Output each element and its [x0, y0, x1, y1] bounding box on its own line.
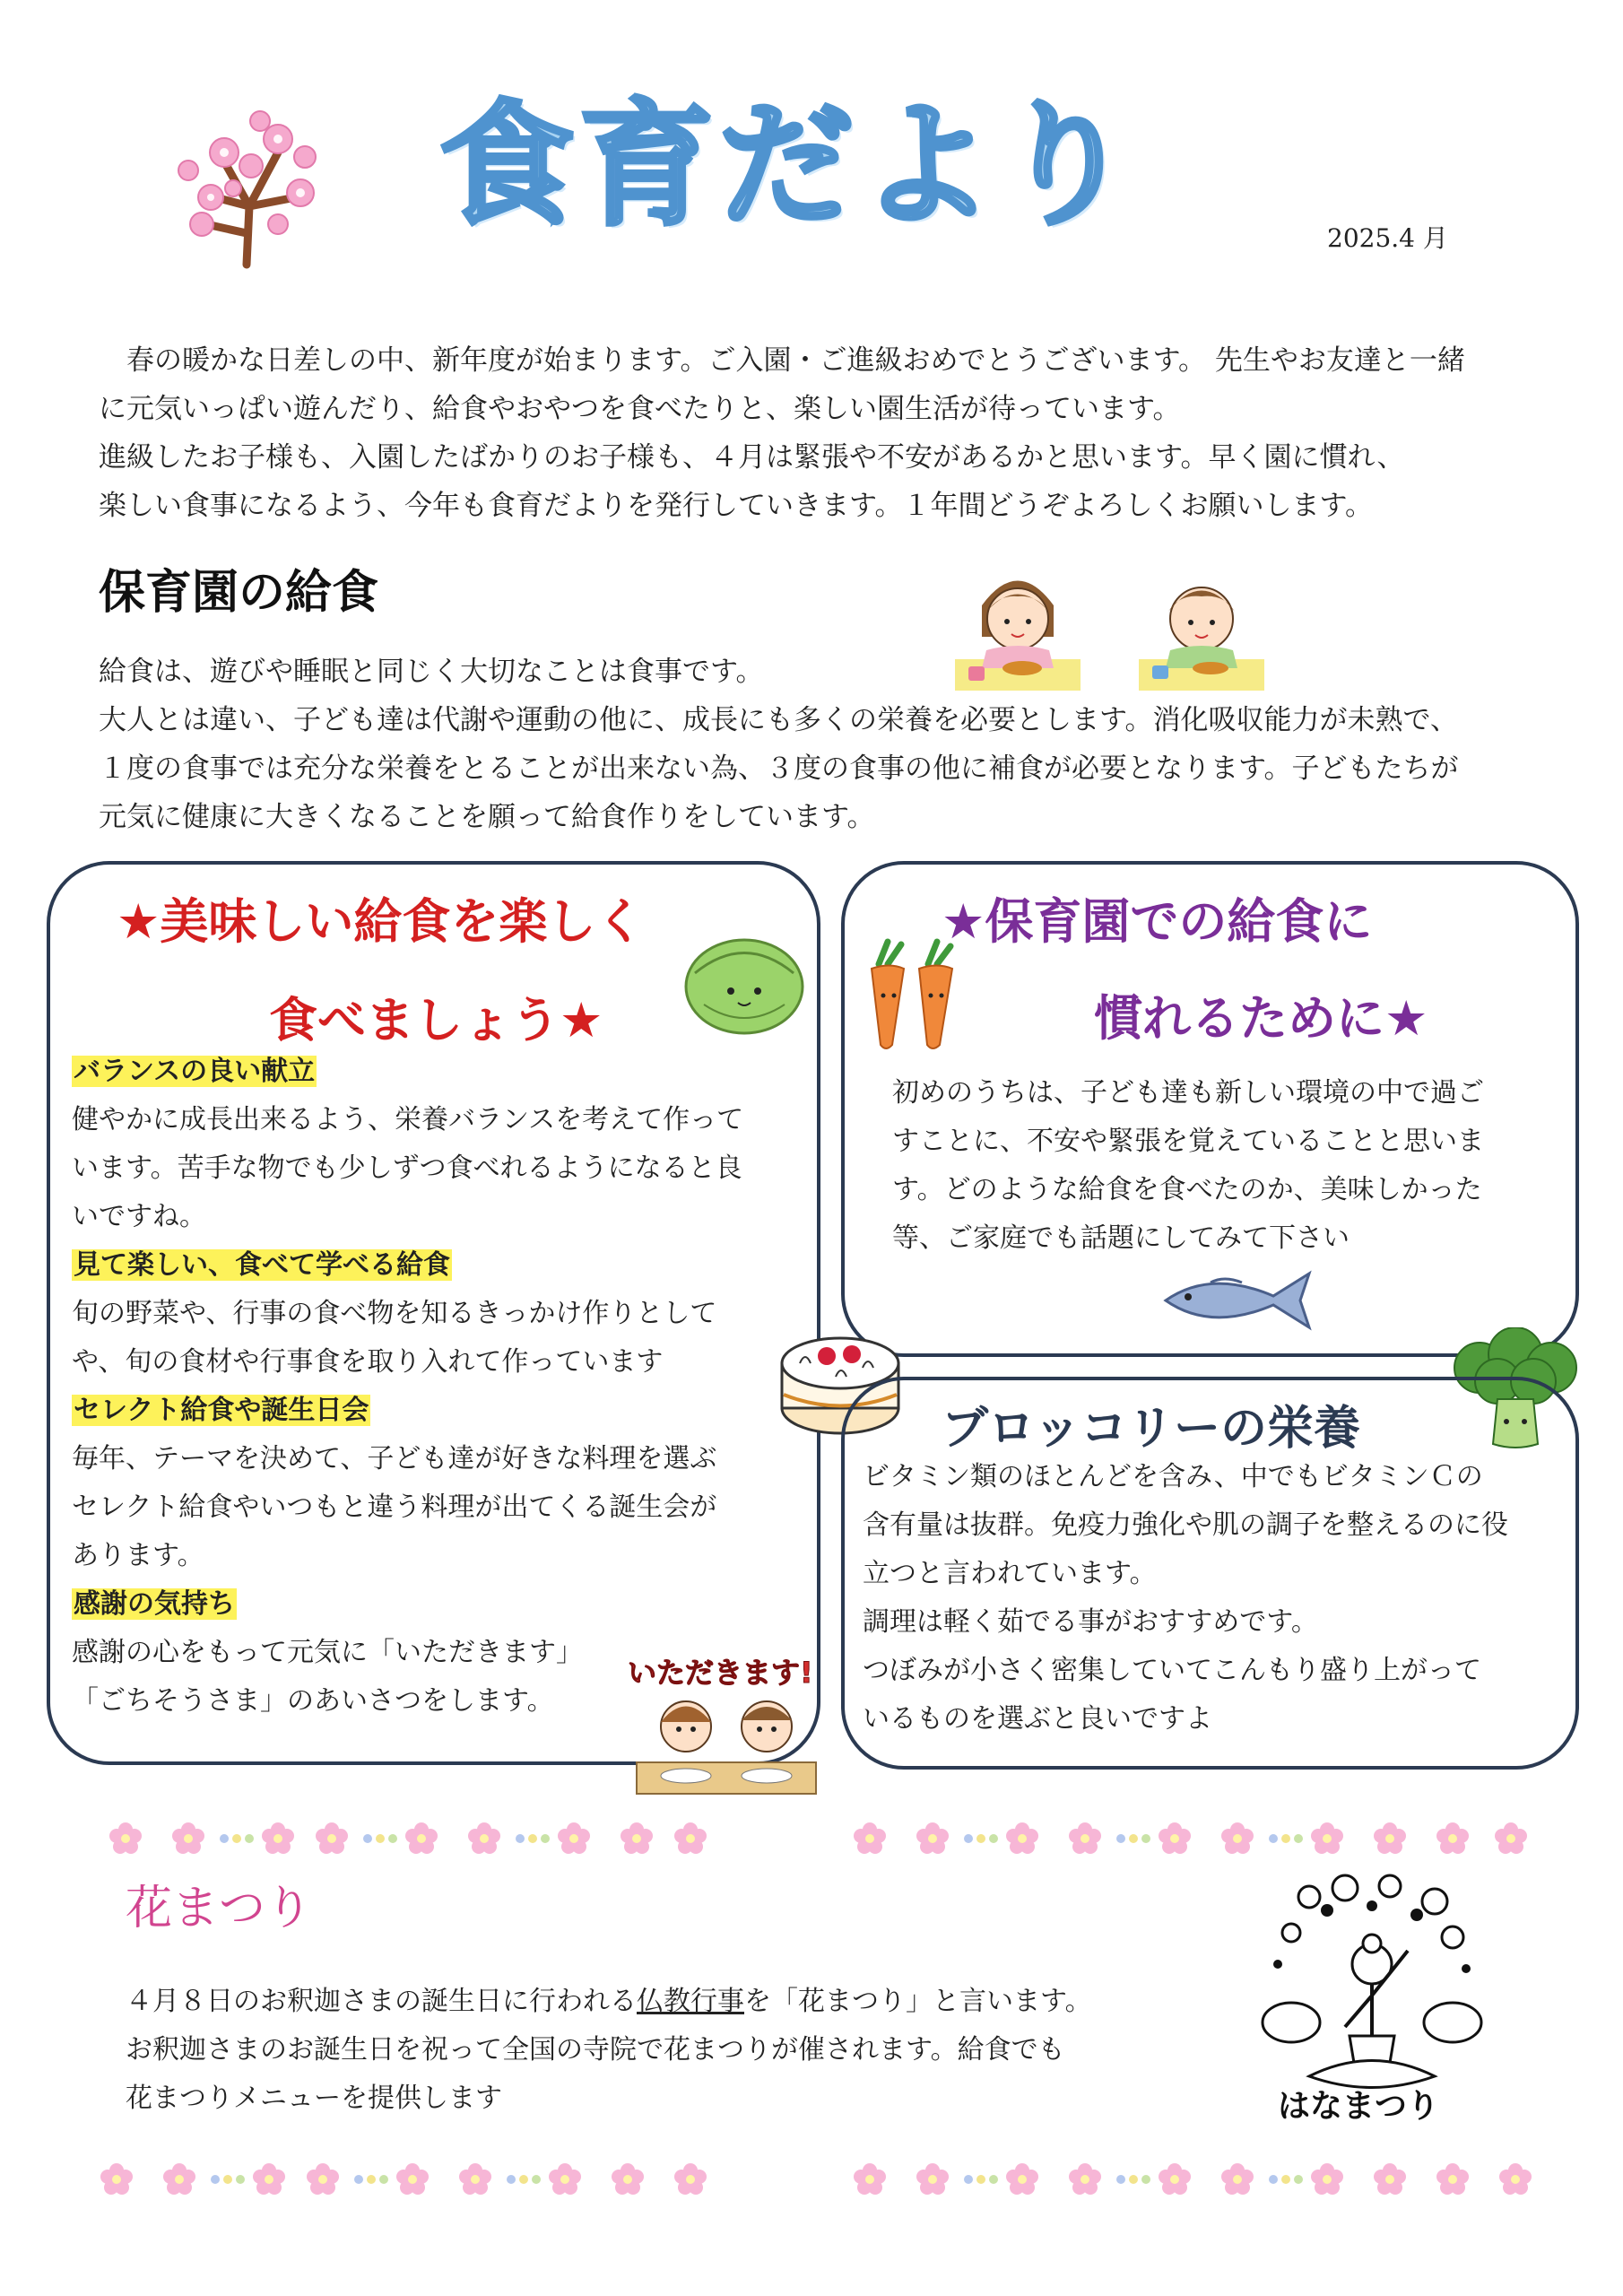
- item-heading-gratitude: 感謝の気持ち: [74, 1588, 235, 1620]
- item-line: 「ごちそうさま」のあいさつをします。: [72, 1685, 554, 1717]
- intro-line: 進級したお子様も、入園したばかりのお子様も、４月は緊張や不安があるかと思います。早く園に慣れ、: [99, 441, 1405, 474]
- used-line: 初めのうちは、子ども達も新しい環境の中で過ご: [892, 1077, 1484, 1109]
- flower-garland-icon: [90, 2157, 1542, 2202]
- hanamatsuri-line1-underlined: 仏教行事: [637, 1986, 744, 2017]
- hanamatsuri-heading: 花まつり: [126, 1882, 313, 1935]
- hanamatsuri-line1-pre: ４月８日のお釈迦さまの誕生日に行われる: [126, 1986, 637, 2017]
- intro-line: に元気いっぱい遊んだり、給食やおやつを食べたりと、楽しい園生活が待っています。: [99, 393, 1181, 425]
- hanamatsuri-line1-post: を「花まつり」と言います。: [744, 1986, 1092, 2017]
- used-line: 等、ご家庭でも話題にしてみて下さい: [892, 1222, 1350, 1254]
- item-line: あります。: [72, 1540, 204, 1571]
- used-line: す。どのような給食を食べたのか、美味しかった: [892, 1174, 1482, 1205]
- broccoli-line: 立つと言われています。: [863, 1558, 1157, 1589]
- children-itadakimasu-icon: [632, 1686, 820, 1798]
- item-heading-select: セレクト給食や誕生日会: [74, 1395, 369, 1426]
- intro-paragraph: [99, 336, 1465, 530]
- box-used-content: [892, 1069, 1484, 1263]
- item-line: います。苦手な物でも少しずつ食べれるようになると良: [72, 1152, 742, 1184]
- hanamatsuri-paragraph: [126, 1978, 1092, 2123]
- item-line: 感謝の心をもって元気に「いただきます」: [72, 1637, 583, 1668]
- intro-line: 春の暖かな日差しの中、新年度が始まります。ご入園・ご進級おめでとうございます。 先生やお友達と一緒: [99, 344, 1465, 377]
- box-enjoy-title-2: 食べましょう★: [269, 992, 603, 1048]
- lunch-line: 給食は、遊びや睡眠と同じく大切なことは食事です。: [99, 656, 764, 688]
- item-heading-learning: 見て楽しい、食べて学べる給食: [74, 1249, 450, 1281]
- used-line: すことに、不安や緊張を覚えていることと思いま: [892, 1126, 1484, 1157]
- item-heading-balance: バランスの良い献立: [74, 1056, 316, 1087]
- flower-garland-icon: [99, 1816, 1533, 1861]
- broccoli-line: 含有量は抜群。免疫力強化や肌の調子を整えるのに役: [863, 1509, 1508, 1541]
- lunch-paragraph: [99, 648, 1459, 841]
- cabbage-icon: [677, 924, 812, 1040]
- hanamatsuri-line: お釈迦さまのお誕生日を祝って全国の寺院で花まつりが催されます。給食でも: [126, 2034, 1065, 2066]
- broccoli-line: ビタミン類のほとんどを含み、中でもビタミンＣの: [863, 1461, 1483, 1492]
- box-used-title-2: 慣れるために★: [1094, 990, 1428, 1047]
- lunch-line: 元気に健康に大きくなることを願って給食作りをしています。: [99, 801, 875, 833]
- item-line: 健やかに成長出来るよう、栄養バランスを考えて作って: [72, 1104, 744, 1135]
- box-enjoy-title-1: ★美味しい給食を楽しく: [117, 893, 645, 950]
- broccoli-line: いるものを選ぶと良いですよ: [863, 1703, 1212, 1735]
- broccoli-line: 調理は軽く茹でる事がおすすめです。: [863, 1606, 1318, 1638]
- intro-line: 楽しい食事になるよう、今年も食育だよりを発行していきます。１年間どうぞよろしくお願いします。: [99, 490, 1374, 522]
- hanamatsuri-illustration-label: はなまつり: [1278, 2088, 1440, 2125]
- item-line: 毎年、テーマを決めて、子ども達が好きな料理を選ぶ: [72, 1443, 717, 1474]
- item-line: や、旬の食材や行事食を取り入れて作っています: [72, 1346, 664, 1378]
- page-title: 食育だより: [439, 88, 1140, 244]
- item-line: いですね。: [72, 1201, 206, 1232]
- box-broccoli-content: [863, 1453, 1508, 1744]
- item-line: 旬の野菜や、行事の食べ物を知るきっかけ作りとして: [72, 1298, 717, 1329]
- box-broccoli-title: ブロッコリーの栄養: [942, 1402, 1360, 1456]
- issue-date: 2025.4 月: [1327, 223, 1448, 253]
- itadakimasu-label: いただきます!: [628, 1656, 813, 1690]
- box-used-title-1: ★保育園での給食に: [942, 893, 1373, 950]
- item-line: セレクト給食やいつもと違う料理が出てくる誕生会が: [72, 1492, 717, 1523]
- carrot-icon: [852, 937, 968, 1054]
- lunch-line: １度の食事では充分な栄養をとることが出来ない為、３度の食事の他に補食が必要となります。子どもたちが: [99, 752, 1459, 785]
- lunch-line: 大人とは違い、子ども達は代謝や運動の他に、成長にも多くの栄養を必要とします。消化吸収能力が未熟で、: [99, 704, 1458, 736]
- sakura-branch-icon: [161, 99, 332, 269]
- fish-icon: [1157, 1265, 1318, 1336]
- box-enjoy-content: [72, 1048, 798, 1726]
- lunch-heading: 保育園の給食: [99, 566, 379, 620]
- hanamatsuri-line: 花まつりメニューを提供します: [126, 2083, 502, 2114]
- broccoli-line: つぼみが小さく密集していてこんもり盛り上がって: [863, 1655, 1481, 1686]
- hanamatsuri-line: [126, 1978, 1092, 2026]
